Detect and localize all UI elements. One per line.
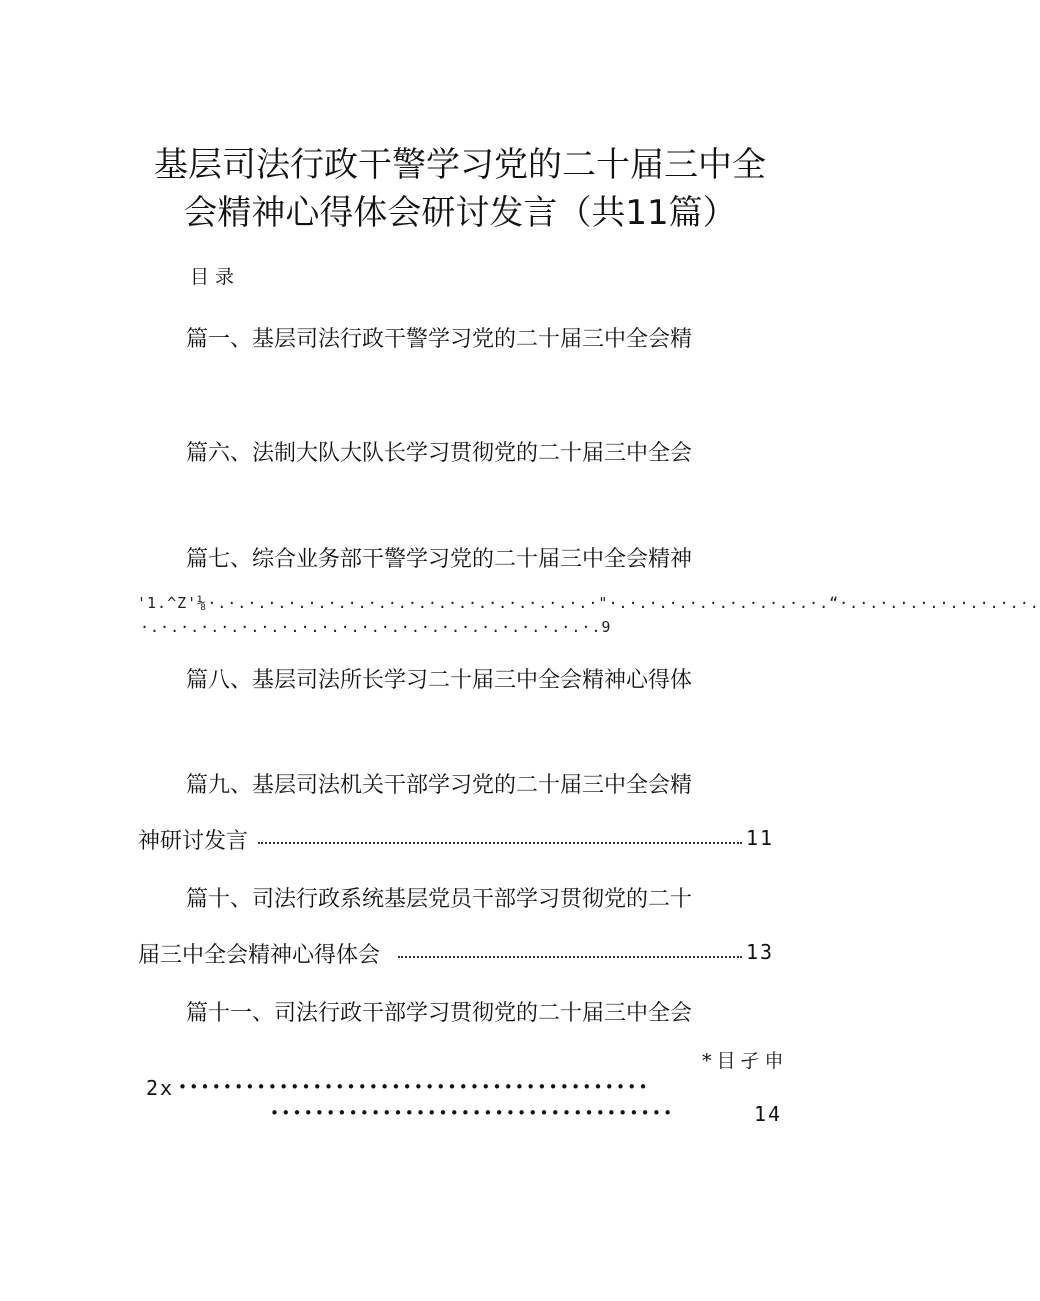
document-title-line-2: 会精神心得体会研讨发言（共11篇） (183, 193, 737, 233)
toc-entry-9-page-number: 11 (746, 826, 775, 850)
toc-entry-10[interactable]: 篇十、司法行政系统基层党员干部学习贯彻党的二十 (186, 887, 693, 912)
toc-entry-8[interactable]: 篇八、基层司法所长学习二十届三中全会精神心得体 (186, 668, 693, 693)
toc-entry-11[interactable]: 篇十一、司法行政干部学习贯彻党的二十届三中全会 (186, 1001, 693, 1026)
toc-entry-9-continuation[interactable]: 神研讨发言 (138, 829, 249, 854)
toc-entry-10-page-number: 13 (746, 940, 775, 964)
toc-entry-11-bullet-leader-1: •••••••••••••••••••••••••••••••••••••••••• (178, 1078, 650, 1096)
toc-heading: 目录 (190, 266, 241, 288)
toc-entry-10-continuation[interactable]: 届三中全会精神心得体会 (138, 943, 381, 968)
toc-entry-1[interactable]: 篇一、基层司法行政干警学习党的二十届三中全会精 (186, 327, 693, 352)
toc-entry-6[interactable]: 篇六、法制大队大队长学习贯彻党的二十届三中全会 (186, 441, 693, 466)
toc-entry-11-tail-text: *目孑申 (702, 1050, 789, 1072)
toc-entry-7-leader-1: '1.^Z'⅛·.·.·.·.·.·.·.·.·.·.·.·.·.·.·.·.·.·.·.·"·.·.·.·.·.·.·.·.·.·.·.“·.·.·.·.·.·.·.·.·.·. (137, 594, 1040, 612)
toc-entry-9[interactable]: 篇九、基层司法机关干部学习党的二十届三中全会精 (186, 773, 693, 798)
toc-entry-11-bullet-leader-2: •••••••••••••••••••••••••••••••••••• (270, 1104, 675, 1122)
toc-entry-7[interactable]: 篇七、综合业务部干警学习党的二十届三中全会精神 (186, 547, 693, 572)
toc-entry-11-prefix: 2x (146, 1076, 175, 1100)
toc-entry-10-dot-leader (398, 954, 742, 958)
toc-entry-11-page-number: 14 (754, 1102, 783, 1126)
document-title-line-1: 基层司法行政干警学习党的二十届三中全 (154, 145, 766, 185)
toc-entry-9-dot-leader (258, 840, 742, 844)
toc-entry-7-leader-2: ·.·.·.·.·.·.·.·.·.·.·.·.·.·.·.·.·.·.·.·.·.·.·.9 (140, 618, 612, 636)
